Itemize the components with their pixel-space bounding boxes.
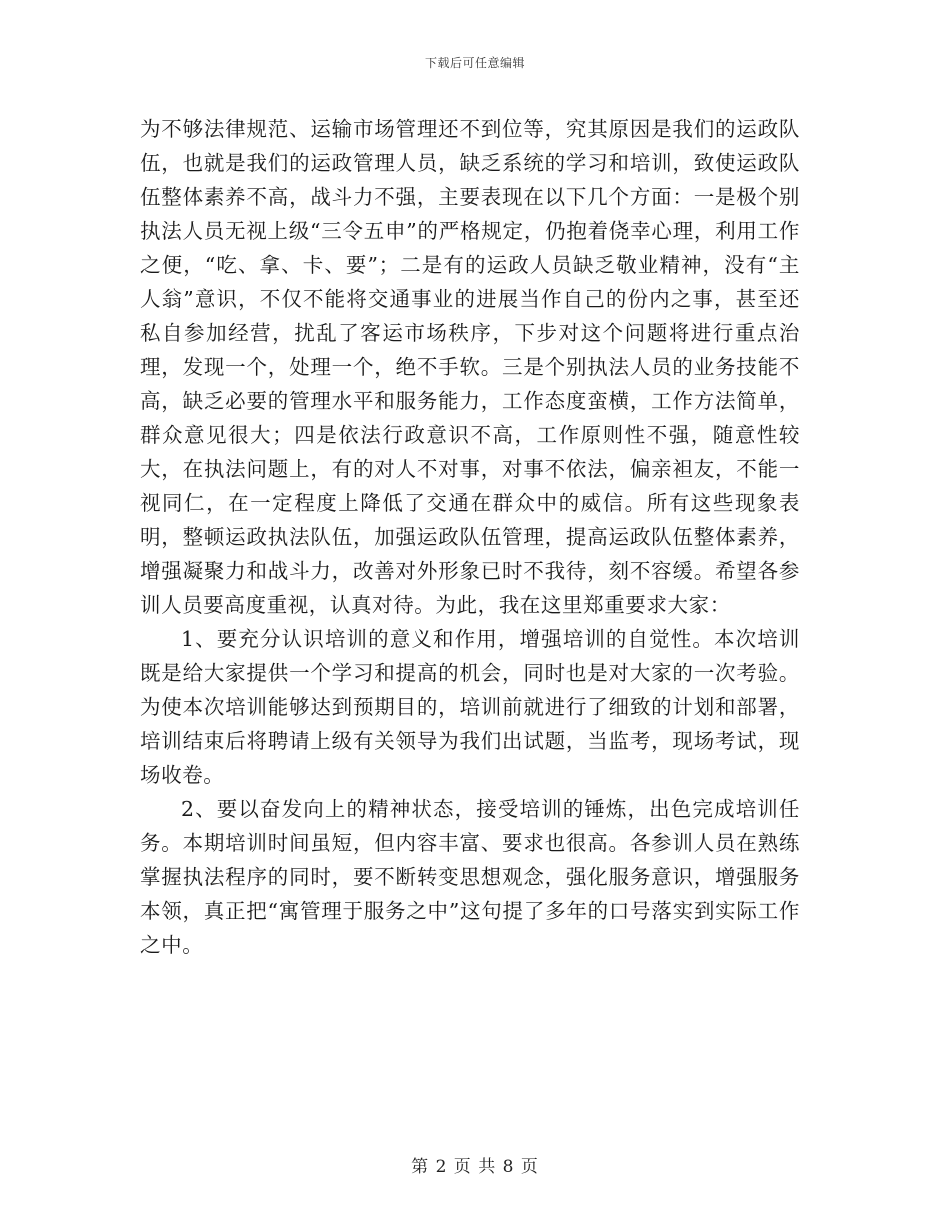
page-header (0, 54, 950, 71)
page-footer (0, 1152, 950, 1177)
page-number: 第 2 页 共 8 页 (411, 1157, 539, 1177)
paragraph-requirement-1: 1、要充分认识培训的意义和作用，增强培训的自觉性。本次培训既是给大家提供一个学习和提高的机会，同时也是对大家的一次考验。为使本次培训能够达到预期目的，培训前就进行了细致的计划和部署，培训结束后将聘请上级有关领导为我们出试题，当监考，现场考试，现场收卷。 (140, 627, 800, 787)
paragraph-continuation: 为不够法律规范、运输市场管理还不到位等，究其原因是我们的运政队伍，也就是我们的运政管理人员，缺乏系统的学习和培训，致使运政队伍整体素养不高，战斗力不强，主要表现在以下几个方面：一是极个别执法人员无视上级“三令五申”的严格规定，仍抱着侥幸心理，利用工作之便，“吃、拿、卡、要”；二是有的运政人员缺乏敬业精神，没有“主人翁”意识，不仅不能将交通事业的进展当作自己的份内之事，甚至还私自参加经营，扰乱了客运市场秩序，下步对这个问题将进行重点治理，发现一个，处理一个，绝不手软。三是个别执法人员的业务技能不高，缺乏必要的管理水平和服务能力，工作态度蛮横，工作方法简单，群众意见很大；四是依法行政意识不高，工作原则性不强，随意性较大，在执法问题上，有的对人不对事，对事不依法，偏亲袒友，不能一视同仁，在一定程度上降低了交通在群众中的威信。所有这些现象表明，整顿运政执法队伍，加强运政队伍管理，提高运政队伍整体素养，增强凝聚力和战斗力，改善对外形象已时不我待，刻不容缓。希望各参训人员要高度重视，认真对待。为此，我在这里郑重要求大家： (140, 117, 800, 617)
header-note: 下载后可任意编辑 (424, 56, 525, 70)
paragraph-requirement-2: 2、要以奋发向上的精神状态，接受培训的锤炼，出色完成培训任务。本期培训时间虽短，但内容丰富、要求也很高。各参训人员在熟练掌握执法程序的同时，要不断转变思想观念，强化服务意识，增强服务本领，真正把“寓管理于服务之中”这句提了多年的口号落实到实际工作之中。 (140, 797, 800, 957)
document-body (140, 112, 800, 962)
